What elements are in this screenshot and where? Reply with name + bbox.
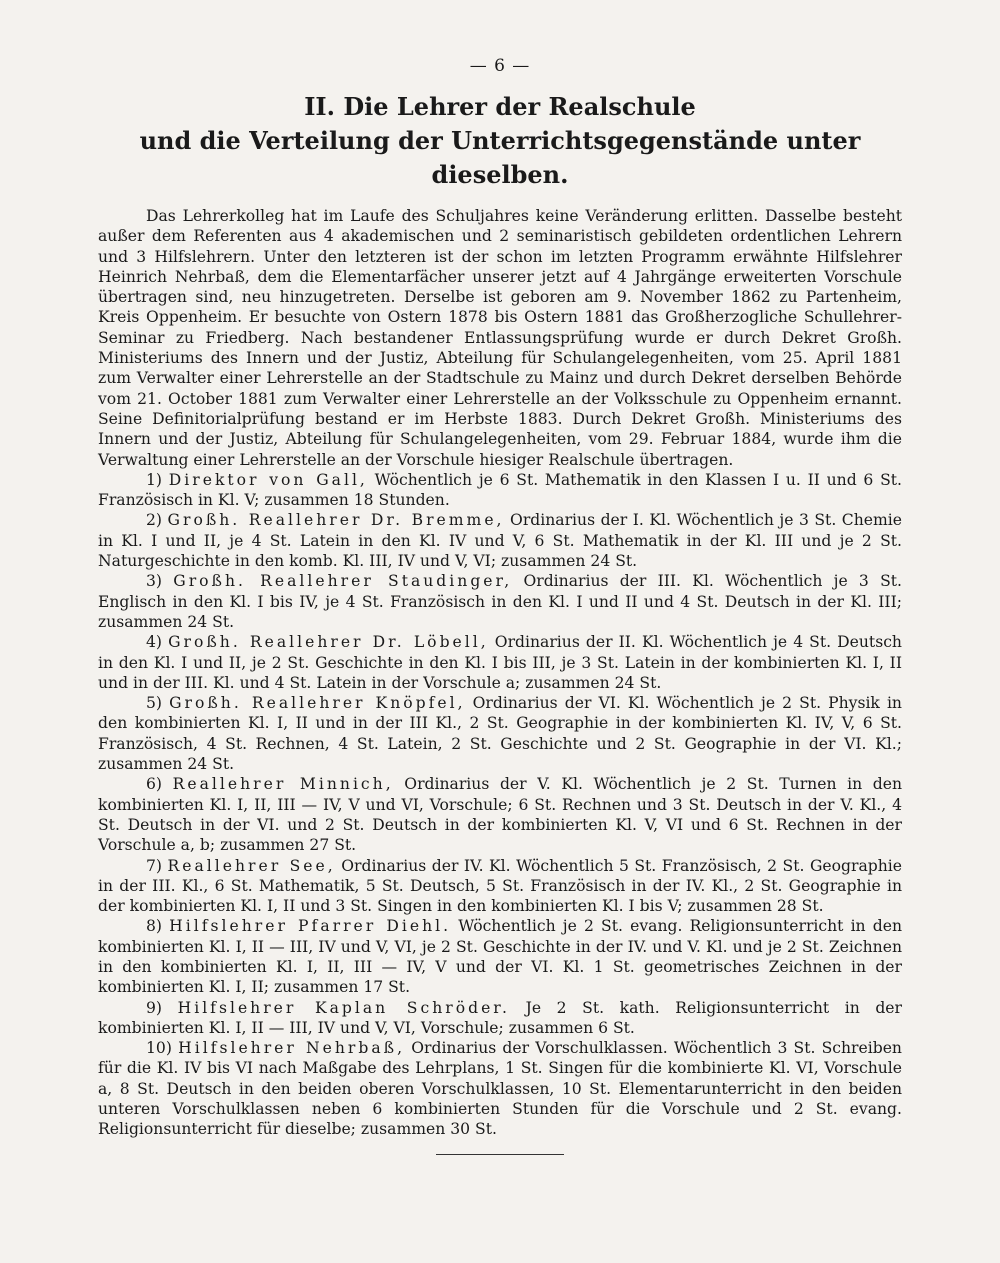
teacher-name: Hilfslehrer Nehrbaß, — [178, 1039, 406, 1058]
section-subtitle: und die Verteilung der Unterrichtsgegenstände unter dieselben. — [139, 126, 861, 189]
intro-paragraph: Das Lehrerkolleg hat im Laufe des Schuljahres keine Veränderung erlitten. Dasselbe besteht außer dem Referenten aus 4 akademischen und 2 seminaristisch gebildeten ordentlichen Lehrern und 3 Hilfslehrern. Unter den letzteren ist der schon im letzten Programm erwähnte Hilfslehrer Heinrich Nehrbaß, dem die Elementarfächer unserer jetzt auf 4 Jahrgänge erweiterten Vorschule übertragen sind, neu hinzugetreten. Derselbe ist geboren am 9. November 1862 zu Partenheim, Kreis Oppenheim. Er besuchte von Ostern 1878 bis Ostern 1881 das Großherzogliche Schullehrer-Seminar zu Friedberg. Nach bestandener Entlassungsprüfung wurde er durch Dekret Großh. Ministeriums des Innern und der Justiz, Abteilung für Schulangelegenheiten, vom 25. April 1881 zum Verwalter einer Lehrerstelle an der Stadtschule zu Mainz und durch Dekret derselben Behörde vom 21. October 1881 zum Verwalter einer Lehrerstelle an der Volksschule zu Oppenheim ernannt. Seine Definitorialprüfung bestand er im Herbste 1883. Durch Dekret Großh. Ministeriums des Innern und der Justiz, Abteilung für Schulangelegenheiten, vom 29. Februar 1884, wurde ihm die Verwaltung einer Lehrerstelle an der Vorschule hiesiger Realschule übertragen. — [98, 207, 902, 469]
teacher-number: 7) — [146, 856, 163, 875]
teacher-assignment: Ordinarius der I. Kl. Wöchentlich je 3 St. Chemie in Kl. I und II, je 4 St. Latein in den Kl. IV und V, 6 St. Mathematik in der Kl. III und je 2 St. Naturgeschichte in den komb. Kl. III, IV und V, VI; zusammen 24 St. — [98, 511, 902, 571]
teacher-assignment: Wöchentlich je 6 St. Mathematik in den Klassen I u. II und 6 St. Französisch in Kl. V; zusammen 18 Stunden. — [98, 470, 902, 510]
teacher-number: 3) — [146, 572, 163, 591]
teacher-entry — [98, 916, 902, 997]
teacher-number: 1) — [146, 470, 163, 489]
teacher-assignment: Ordinarius der IV. Kl. Wöchentlich 5 St. Französisch, 2 St. Geographie in der III. Kl., 6 St. Mathematik, 5 St. Deutsch, 5 St. Französisch in der IV. Kl., 2 St. Geographie in der kombinierten Kl. I, II und 3 St. Singen in den kombinierten Kl. I bis V; zusammen 28 St. — [98, 856, 902, 916]
teacher-entry — [98, 693, 902, 774]
teacher-name: Hilfslehrer Kaplan Schröder. — [177, 998, 510, 1017]
teacher-name: Reallehrer See, — [167, 856, 336, 875]
teacher-number: 8) — [146, 917, 163, 936]
teacher-entry — [98, 1038, 902, 1139]
teacher-number: 10) — [146, 1039, 172, 1058]
teacher-assignment: Ordinarius der II. Kl. Wöchentlich je 4 St. Deutsch in den Kl. I und II, je 2 St. Geschichte in den Kl. I bis III, je 3 St. Latein in der kombinierten Kl. I, II und in der III. Kl. und 4 St. Latein in der Vorschule a; zusammen 24 St. — [98, 633, 902, 692]
teacher-entry — [98, 632, 902, 693]
teacher-assignment: Ordinarius der VI. Kl. Wöchentlich je 2 St. Physik in den kombinierten Kl. I, II und in der III Kl., 2 St. Geographie in der kombinierten Kl. IV, V, 6 St. Französisch, 4 St. Rechnen, 4 St. Latein, 2 St. Geschichte und 2 St. Geographie in der VI. Kl.; zusammen 24 St. — [98, 694, 902, 774]
section-title: II. Die Lehrer der Realschule — [304, 92, 696, 121]
teacher-entry — [98, 470, 902, 511]
teacher-entry — [98, 510, 902, 571]
teacher-entry — [98, 774, 902, 855]
teacher-name: Großh. Reallehrer Knöpfel, — [169, 694, 466, 713]
teacher-assignment: Ordinarius der V. Kl. Wöchentlich je 2 St. Turnen in den kombinierten Kl. I, II, III — IV, V und VI, Vorschule; 6 St. Rechnen und 3 St. Deutsch in der V. Kl., 4 St. Deutsch in der VI. und 2 St. Deutsch in der kombinierten Kl. V, VI und 6 St. Rechnen in der Vorschule a, b; zusammen 27 St. — [98, 775, 902, 855]
teacher-assignment: Ordinarius der Vorschulklassen. Wöchentlich 3 St. Schreiben für die Kl. IV bis VI nach Maßgabe des Lehrplans, 1 St. Singen für die kombinierte Kl. VI, Vorschule a, 8 St. Deutsch in den beiden oberen Vorschulklassen, 10 St. Elementarunterricht in den beiden unteren Vorschulklassen neben 6 kombinierten Stunden für die Vorschule und 2 St. evang. Religionsunterricht für dieselbe; zusammen 30 St. — [98, 1039, 902, 1139]
teacher-name: Großh. Reallehrer Dr. Löbell, — [168, 633, 489, 652]
teacher-number: 9) — [146, 998, 163, 1017]
teacher-name: Reallehrer Minnich, — [172, 775, 394, 794]
teacher-entry — [98, 998, 902, 1039]
teacher-entry — [98, 856, 902, 917]
teacher-name: Hilfslehrer Pfarrer Diehl. — [169, 917, 452, 936]
document-body — [98, 206, 902, 1140]
teacher-assignment: Ordinarius der III. Kl. Wöchentlich je 3 St. Englisch in den Kl. I bis IV, je 4 St. Französisch in den Kl. I und II und 4 St. Deutsch in der Kl. III; zusammen 24 St. — [98, 572, 902, 631]
teacher-assignment: Je 2 St. kath. Religionsunterricht in der kombinierten Kl. I, II — III, IV und V, VI, Vorschule; zusammen 6 St. — [98, 998, 902, 1037]
teacher-entry — [98, 571, 902, 632]
teacher-number: 6) — [146, 775, 163, 794]
teacher-assignment: Wöchentlich je 2 St. evang. Religionsunterricht in den kombinierten Kl. I, II — III, IV und V, VI, je 2 St. Geschichte in der IV. und V. Kl. und je 2 St. Zeichnen in den kombinierten Kl. I, II, III — IV, V und der VI. Kl. 1 St. geometrisches Zeichnen in der kombinierten Kl. I, II; zusammen 17 St. — [98, 917, 902, 997]
teacher-number: 4) — [146, 633, 163, 652]
teacher-name: Direktor von Gall, — [168, 470, 368, 489]
teacher-list — [98, 470, 902, 1140]
teacher-number: 5) — [146, 694, 163, 713]
closing-rule — [436, 1154, 564, 1155]
page-number: — 6 — — [469, 56, 531, 76]
teacher-name: Großh. Reallehrer Dr. Bremme, — [167, 511, 505, 530]
teacher-number: 2) — [146, 511, 163, 530]
teacher-name: Großh. Reallehrer Staudinger, — [173, 572, 513, 591]
